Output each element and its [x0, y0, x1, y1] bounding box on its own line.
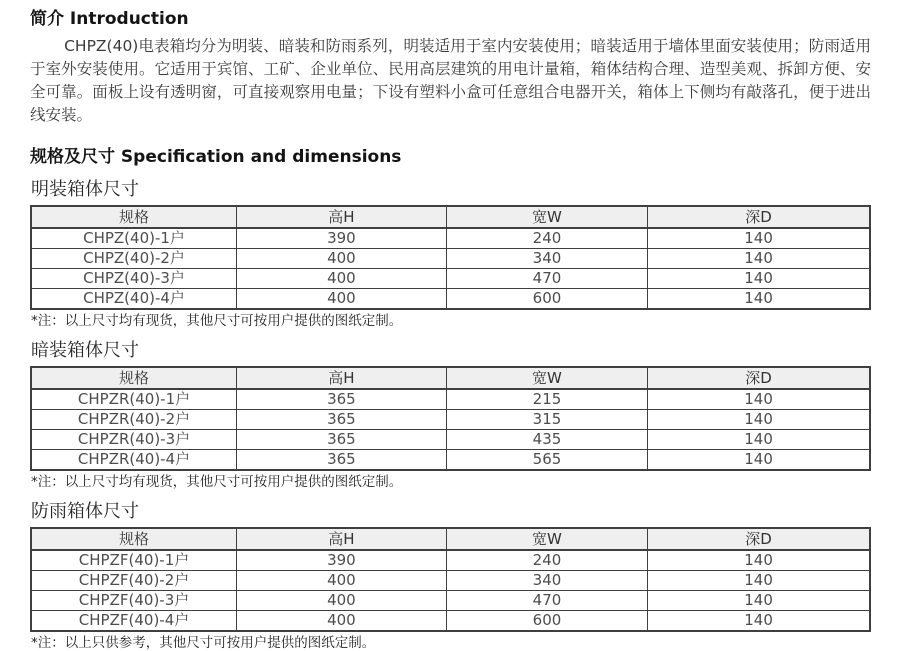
cell-height: 400: [237, 289, 447, 310]
column-header-spec: 规格: [31, 367, 237, 389]
column-header-width: 宽W: [446, 367, 647, 389]
cell-depth: 140: [648, 591, 870, 611]
column-header-spec: 规格: [31, 206, 237, 228]
cell-height: 365: [237, 410, 447, 430]
table-row: [31, 269, 870, 289]
cell-depth: 140: [648, 269, 870, 289]
intro-title: 简介 Introduction: [30, 9, 189, 29]
intro-paragraph: CHPZ(40)电表箱均分为明装、暗装和防雨系列，明装适用于室内安装使用；暗装适用于墙体里面安装使用；防雨适用于室外安装使用。它适用于宾馆、工矿、企业单位、民用高层建筑的用电计量箱，箱体结构合理、造型美观、拆卸方便、安全可靠。面板上设有透明窗，可直接观察用电量；下设有塑料小盒可任意组合电器开关，箱体上下侧均有敲落孔，便于进出线安装。: [30, 37, 871, 124]
cell-width: 470: [446, 591, 647, 611]
table-note: *注：以上尺寸均有现货，其他尺寸可按用户提供的图纸定制。: [31, 474, 403, 490]
cell-depth: 140: [648, 249, 870, 269]
cell-width: 470: [446, 269, 647, 289]
cell-spec: CHPZR(40)-2户: [31, 410, 237, 430]
table-row: [31, 410, 870, 430]
table-header-row: [31, 528, 870, 550]
column-header-height: 高H: [237, 528, 447, 550]
cell-depth: 140: [648, 228, 870, 249]
cell-spec: CHPZ(40)-4户: [31, 289, 237, 310]
table-section-concealed: [30, 340, 871, 490]
table-row: [31, 550, 870, 571]
cell-height: 390: [237, 228, 447, 249]
table-section-surface-mounted: [30, 179, 871, 329]
cell-spec: CHPZ(40)-3户: [31, 269, 237, 289]
cell-depth: 140: [648, 450, 870, 471]
cell-width: 215: [446, 389, 647, 410]
cell-height: 400: [237, 249, 447, 269]
table-subtitle: 明装箱体尺寸: [31, 179, 139, 200]
cell-height: 390: [237, 550, 447, 571]
column-header-depth: 深D: [648, 206, 870, 228]
cell-width: 600: [446, 611, 647, 632]
cell-height: 365: [237, 450, 447, 471]
cell-width: 600: [446, 289, 647, 310]
table-row: [31, 591, 870, 611]
dimensions-table-rainproof: [30, 527, 871, 632]
table-row: [31, 611, 870, 632]
cell-width: 565: [446, 450, 647, 471]
cell-spec: CHPZR(40)-3户: [31, 430, 237, 450]
cell-height: 400: [237, 269, 447, 289]
cell-spec: CHPZF(40)-1户: [31, 550, 237, 571]
column-header-height: 高H: [237, 367, 447, 389]
table-header-row: [31, 367, 870, 389]
cell-height: 365: [237, 430, 447, 450]
column-header-depth: 深D: [648, 528, 870, 550]
cell-depth: 140: [648, 550, 870, 571]
table-row: [31, 450, 870, 471]
table-row: [31, 228, 870, 249]
cell-height: 400: [237, 611, 447, 632]
cell-height: 400: [237, 571, 447, 591]
cell-spec: CHPZF(40)-2户: [31, 571, 237, 591]
table-subtitle: 防雨箱体尺寸: [31, 501, 139, 522]
cell-spec: CHPZR(40)-4户: [31, 450, 237, 471]
cell-spec: CHPZF(40)-3户: [31, 591, 237, 611]
table-header-row: [31, 206, 870, 228]
column-header-depth: 深D: [648, 367, 870, 389]
cell-height: 365: [237, 389, 447, 410]
column-header-width: 宽W: [446, 206, 647, 228]
cell-width: 315: [446, 410, 647, 430]
cell-height: 400: [237, 591, 447, 611]
table-row: [31, 571, 870, 591]
cell-depth: 140: [648, 289, 870, 310]
cell-depth: 140: [648, 611, 870, 632]
cell-width: 240: [446, 228, 647, 249]
column-header-width: 宽W: [446, 528, 647, 550]
table-row: [31, 249, 870, 269]
cell-spec: CHPZF(40)-4户: [31, 611, 237, 632]
table-row: [31, 389, 870, 410]
cell-depth: 140: [648, 571, 870, 591]
column-header-height: 高H: [237, 206, 447, 228]
cell-spec: CHPZ(40)-2户: [31, 249, 237, 269]
cell-spec: CHPZR(40)-1户: [31, 389, 237, 410]
cell-width: 340: [446, 249, 647, 269]
cell-depth: 140: [648, 410, 870, 430]
table-row: [31, 289, 870, 310]
cell-width: 435: [446, 430, 647, 450]
column-header-spec: 规格: [31, 528, 237, 550]
table-note: *注：以上尺寸均有现货，其他尺寸可按用户提供的图纸定制。: [31, 313, 403, 329]
spec-title: 规格及尺寸 Specification and dimensions: [30, 147, 402, 167]
cell-width: 340: [446, 571, 647, 591]
cell-width: 240: [446, 550, 647, 571]
dimensions-table-concealed: [30, 366, 871, 471]
dimensions-table-surface-mounted: [30, 205, 871, 310]
cell-depth: 140: [648, 389, 870, 410]
table-row: [31, 430, 870, 450]
table-subtitle: 暗装箱体尺寸: [31, 340, 139, 361]
table-section-rainproof: [30, 501, 871, 651]
table-note: *注：以上只供参考，其他尺寸可按用户提供的图纸定制。: [31, 635, 376, 651]
cell-spec: CHPZ(40)-1户: [31, 228, 237, 249]
cell-depth: 140: [648, 430, 870, 450]
